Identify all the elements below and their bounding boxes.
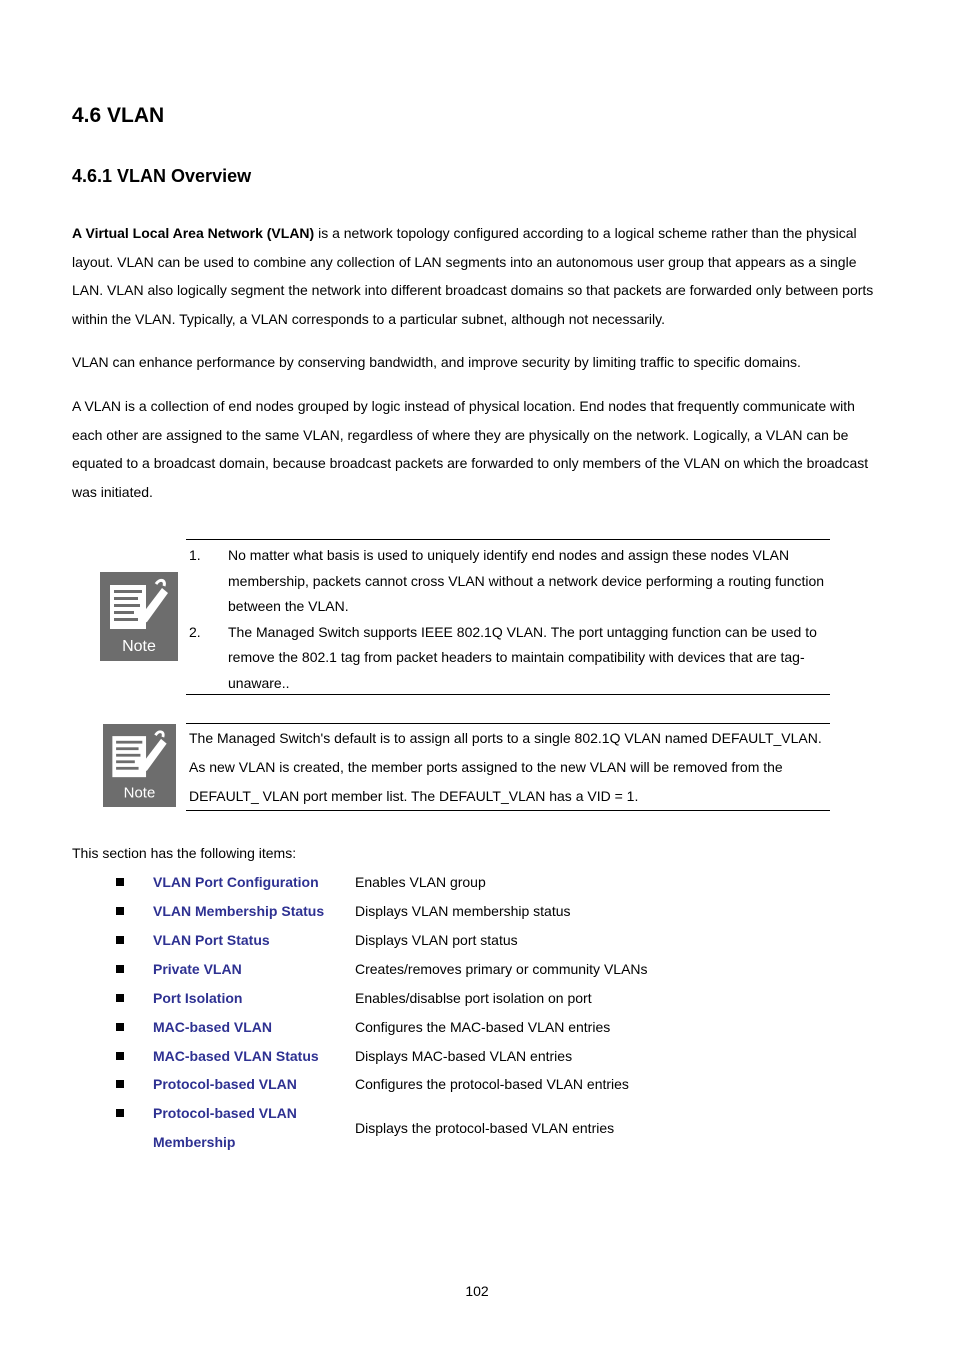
note-item-number: 2. [189,623,201,640]
square-bullet-icon [116,907,124,915]
paragraph-vlan-benefits: VLAN can enhance performance by conserving bandwidth, and improve security by limiting traffic to specific domains. [72,354,801,370]
item-link[interactable]: Private VLAN [153,961,242,977]
item-description: Creates/removes primary or community VLANs [355,961,648,977]
item-link[interactable]: VLAN Port Configuration [153,874,319,890]
item-link[interactable]: VLAN Port Status [153,932,270,948]
note-item-text: No matter what basis is used to uniquely identify end nodes and assign these nodes VLAN membership, packets cannot cross VLAN without a network device performing a routing function between the VLAN. [228,547,825,615]
item-description: Configures the protocol-based VLAN entries [355,1076,629,1092]
note-bottom-rule [186,694,830,695]
item-link[interactable]: MAC-based VLAN Status [153,1048,319,1064]
item-link[interactable]: Protocol-based VLAN Membership [153,1105,297,1150]
item-description: Displays VLAN membership status [355,903,571,919]
item-description: Configures the MAC-based VLAN entries [355,1019,611,1035]
subsection-heading: 4.6.1 VLAN Overview [72,166,252,186]
item-description: Displays VLAN port status [355,932,518,948]
note-top-rule [186,539,830,540]
items-intro: This section has the following items: [72,845,297,861]
note-list-item [189,543,829,620]
paragraph-vlan-collection: A VLAN is a collection of end nodes grouped by logic instead of physical location. End nodes that frequently communicate with each other are assigned to the same VLAN, regardless of where they are physically on the network. Logically, a VLAN can be equated to a broadcast domain, because broadcast packets are forwarded to only members of the VLAN on which the broadcast was initiated. [72,398,869,501]
page-number: 102 [465,1283,489,1299]
note-icon-label: Note [122,638,156,655]
paragraph-vlan-definition [72,219,887,334]
note-icon-label: Note [123,784,156,802]
square-bullet-icon [116,878,124,886]
section-heading: 4.6 VLAN [72,104,165,127]
vlan-definition-text: is a network topology configured according to a logical scheme rather than the physical layout. VLAN can be used to combine any collection of LAN segments into an autonomous user group that appears as a single LAN. VLAN also logically segment the network into different broadcast domains so that packets are forwarded only between ports within the VLAN. Typically, a VLAN corresponds to a particular subnet, although not necessarily. [72,225,874,328]
item-description: Enables/disablse port isolation on port [355,990,592,1006]
square-bullet-icon [116,965,124,973]
note-item-text: The Managed Switch supports IEEE 802.1Q VLAN. The port untagging function can be used to remove the 802.1 tag from packet headers to maintain compatibility with devices that are tag-unaware.. [228,623,817,691]
note-item-number: 1. [189,547,201,563]
square-bullet-icon [116,1023,124,1031]
note-bottom-rule [186,810,830,811]
item-description: Displays the protocol-based VLAN entries [355,1120,615,1136]
square-bullet-icon [116,994,124,1002]
item-link[interactable]: Protocol-based VLAN [153,1076,297,1092]
note-list [189,543,829,697]
item-link[interactable]: VLAN Membership Status [153,903,325,919]
item-link[interactable]: Port Isolation [153,990,243,1006]
note-icon [100,572,178,661]
square-bullet-icon [116,1109,124,1117]
square-bullet-icon [116,1052,124,1060]
square-bullet-icon [116,936,124,944]
note-icon [103,724,176,807]
item-description: Enables VLAN group [355,874,486,890]
square-bullet-icon [116,1080,124,1088]
item-link[interactable]: MAC-based VLAN [153,1019,273,1035]
item-description: Displays MAC-based VLAN entries [355,1048,573,1064]
note-text: The Managed Switch's default is to assign all ports to a single 802.1Q VLAN named DEFAULT_VLAN. As new VLAN is created, the member ports assigned to the new VLAN will be removed from the DEFAULT_ VLAN port member list. The DEFAULT_VLAN has a VID = 1. [189,730,822,804]
note-list-item [189,620,829,697]
vlan-definition-term: A Virtual Local Area Network (VLAN) [72,225,315,241]
